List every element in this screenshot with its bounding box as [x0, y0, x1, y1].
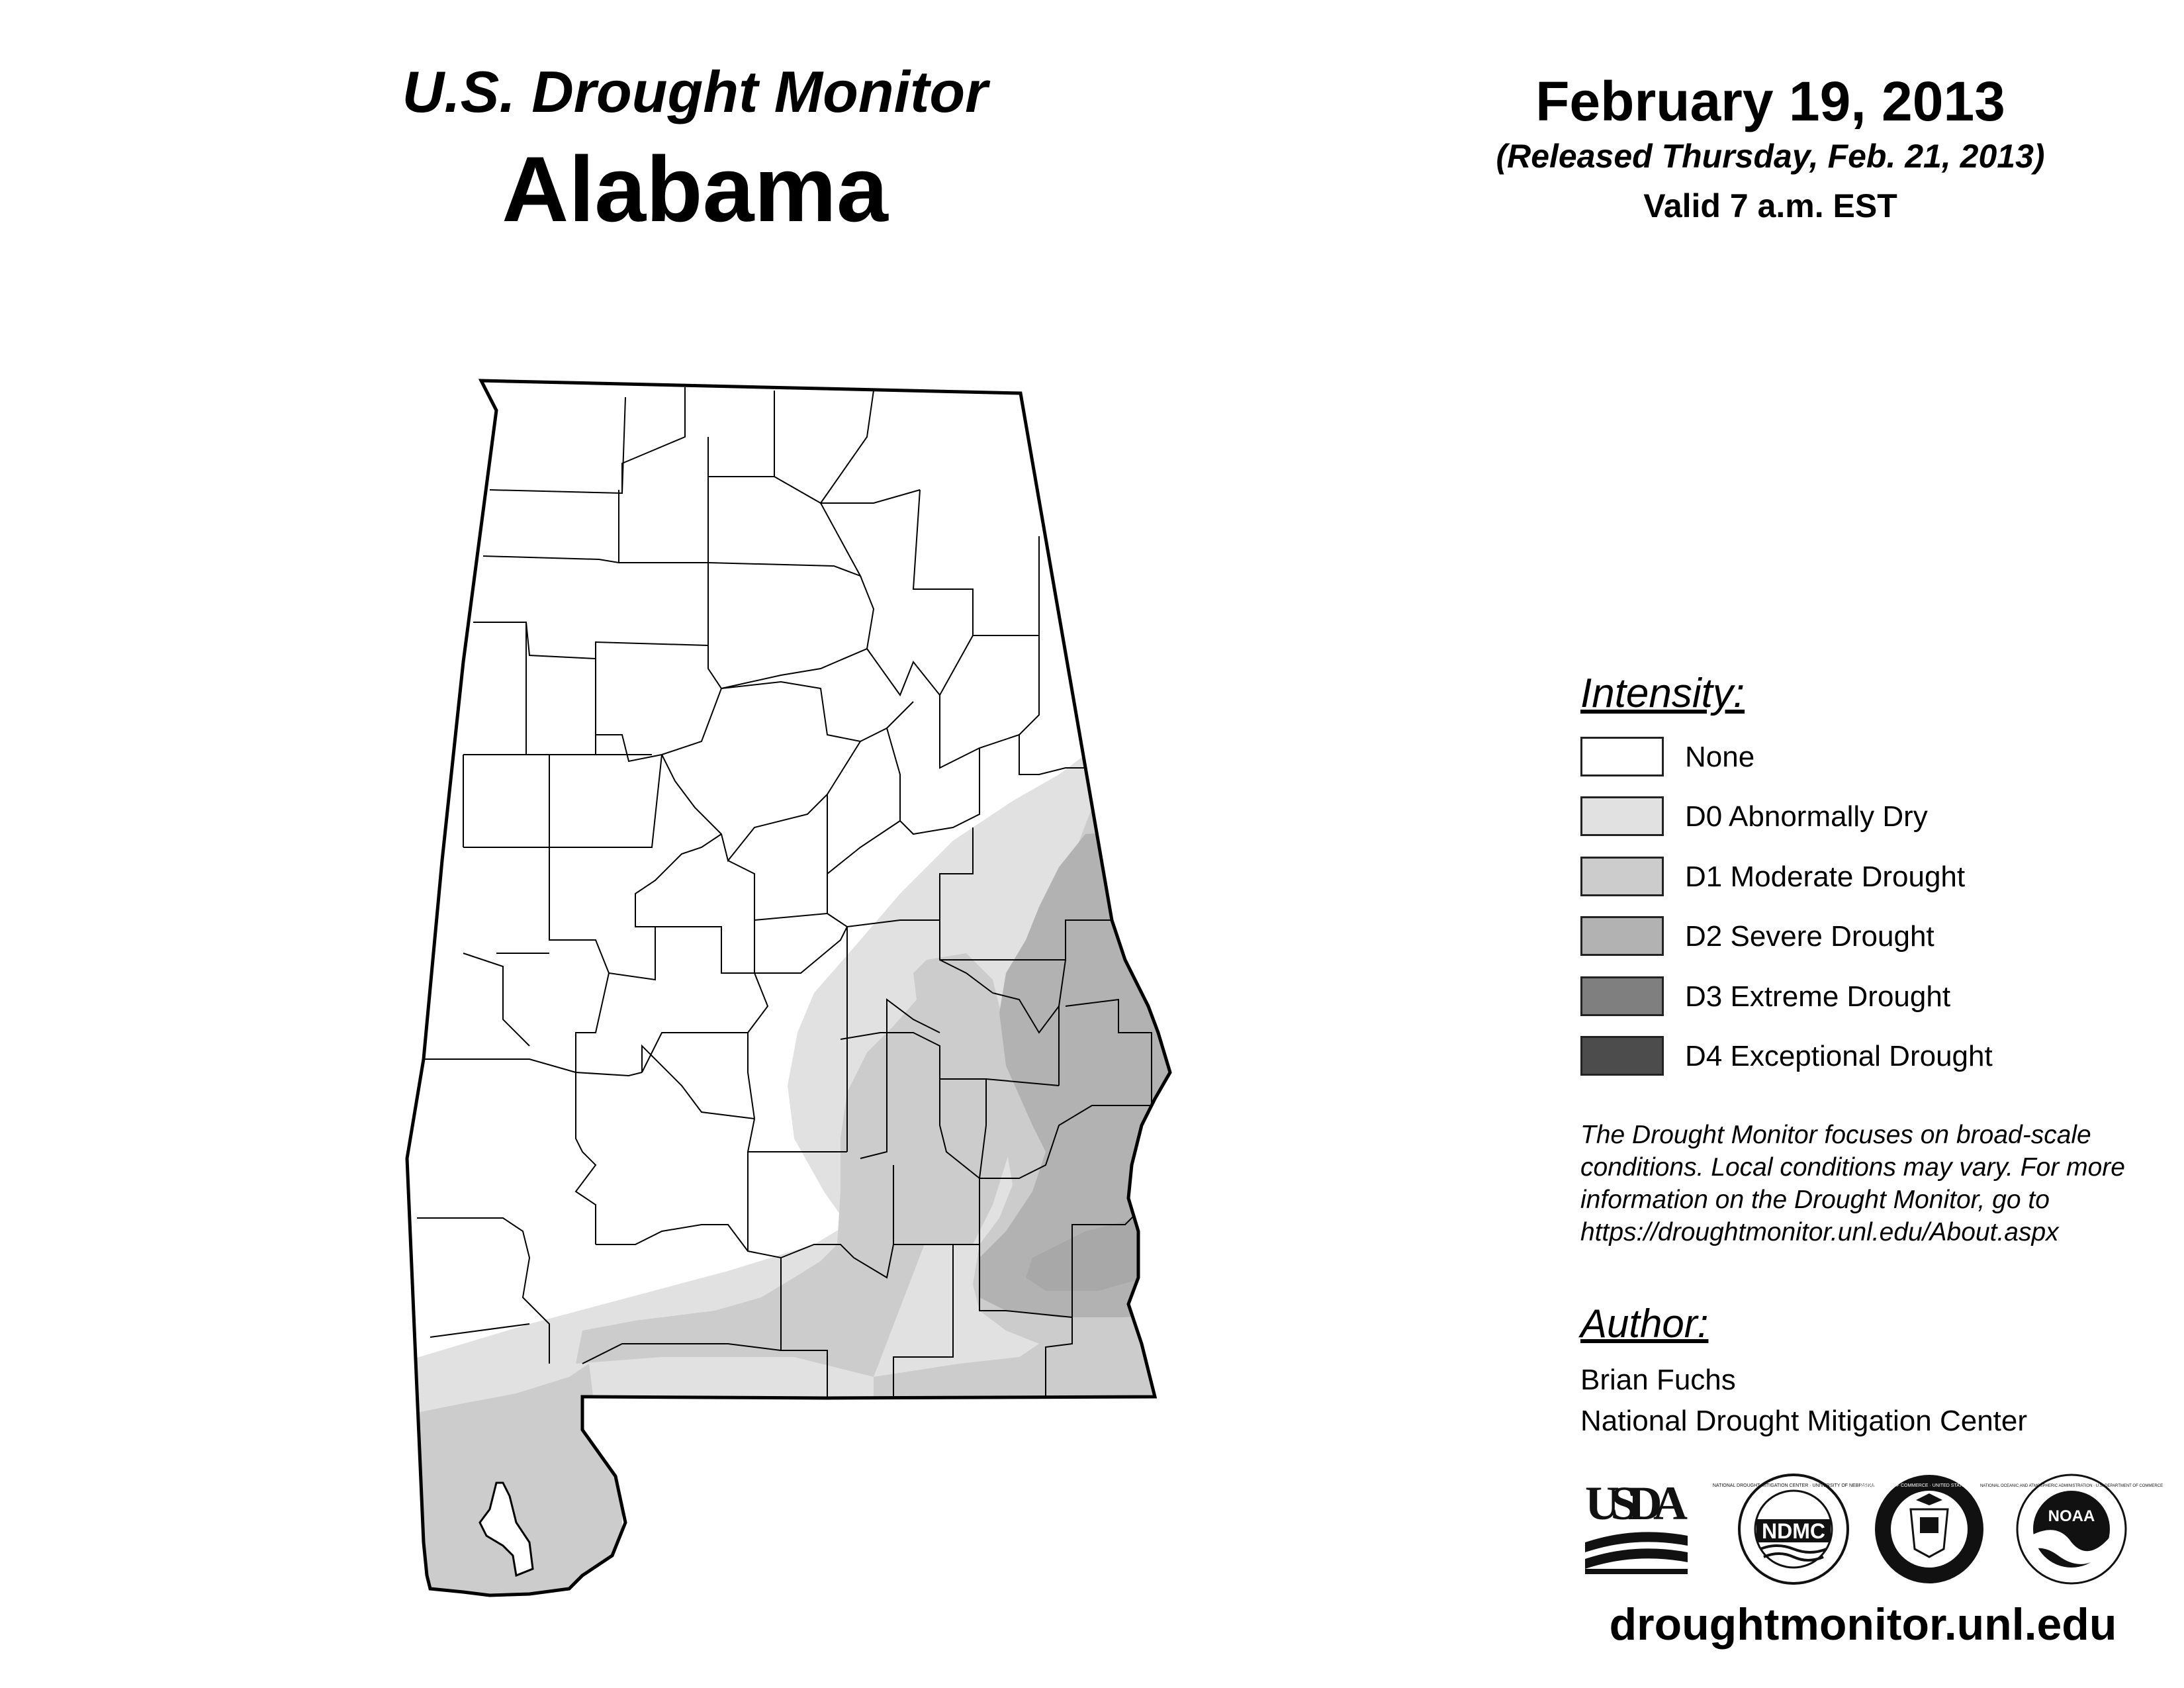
release-date: (Released Thursday, Feb. 21, 2013): [1496, 138, 2045, 175]
legend-label-d4: D4 Exceptional Drought: [1685, 1040, 1993, 1072]
legend-swatch-d4: [1580, 1036, 1664, 1076]
legend-label-d2: D2 Severe Drought: [1685, 920, 1934, 953]
legend-label-d0: D0 Abnormally Dry: [1685, 800, 1928, 833]
map-title: U.S. Drought Monitor: [402, 59, 988, 124]
author-title: Author:: [1580, 1301, 1709, 1346]
disclaimer-line: The Drought Monitor focuses on broad-scale: [1580, 1121, 2091, 1149]
ndmc-logo-text: NDMC: [1762, 1519, 1825, 1543]
legend-label-none: None: [1685, 741, 1755, 773]
commerce-ring-text: DEPARTMENT OF COMMERCE · UNITED STATES OF AMERICA: [1860, 1483, 1999, 1488]
author-name: Brian Fuchs: [1580, 1364, 1736, 1396]
agency-logos: [1582, 1470, 2164, 1589]
ndmc-ring-text: NATIONAL DROUGHT MITIGATION CENTER · UNIVERSITY OF NEBRASKA: [1712, 1483, 1875, 1488]
usda-logo: [1585, 1477, 1688, 1574]
map-date: February 19, 2013: [1535, 70, 2005, 132]
commerce-seal: [1860, 1475, 1999, 1583]
alabama-drought-map: [390, 371, 1198, 1615]
noaa-ring-text: NATIONAL OCEANIC AND ATMOSPHERIC ADMINISTRATION · U.S. DEPARTMENT OF COMMERCE: [1979, 1484, 2163, 1488]
legend-item-d4: [1580, 1036, 2110, 1078]
site-url-link[interactable]: droughtmonitor.unl.edu: [1609, 1599, 2117, 1650]
state-name: Alabama: [502, 137, 888, 241]
author-org: National Drought Mitigation Center: [1580, 1405, 2028, 1437]
legend-item-d3: [1580, 976, 2110, 1019]
legend-swatch-d1: [1580, 857, 1664, 896]
noaa-logo-text: NOAA: [2048, 1507, 2095, 1525]
legend-swatch-d2: [1580, 916, 1664, 956]
usda-logo-text: USDA: [1585, 1477, 1688, 1530]
ndmc-logo: [1713, 1475, 1875, 1583]
disclaimer-line: conditions. Local conditions may vary. For more: [1580, 1153, 2125, 1182]
legend-label-d1: D1 Moderate Drought: [1685, 861, 1966, 893]
legend-item-d0: [1580, 796, 2110, 839]
valid-time: Valid 7 a.m. EST: [1643, 187, 1897, 224]
legend-title: Intensity:: [1580, 671, 1745, 716]
disclaimer-line: information on the Drought Monitor, go to: [1580, 1186, 2050, 1214]
noaa-logo: [1980, 1475, 2163, 1583]
disclaimer-link[interactable]: https://droughtmonitor.unl.edu/About.aspx: [1580, 1218, 2059, 1246]
legend-item-d1: [1580, 857, 2110, 899]
legend-swatch-none: [1580, 737, 1664, 776]
legend-label-d3: D3 Extreme Drought: [1685, 980, 1951, 1013]
legend-item-none: [1580, 737, 2110, 779]
legend-swatch-d0: [1580, 796, 1664, 836]
legend-item-d2: [1580, 916, 2110, 959]
disclaimer: [1580, 1119, 2176, 1248]
legend-swatch-d3: [1580, 976, 1664, 1016]
